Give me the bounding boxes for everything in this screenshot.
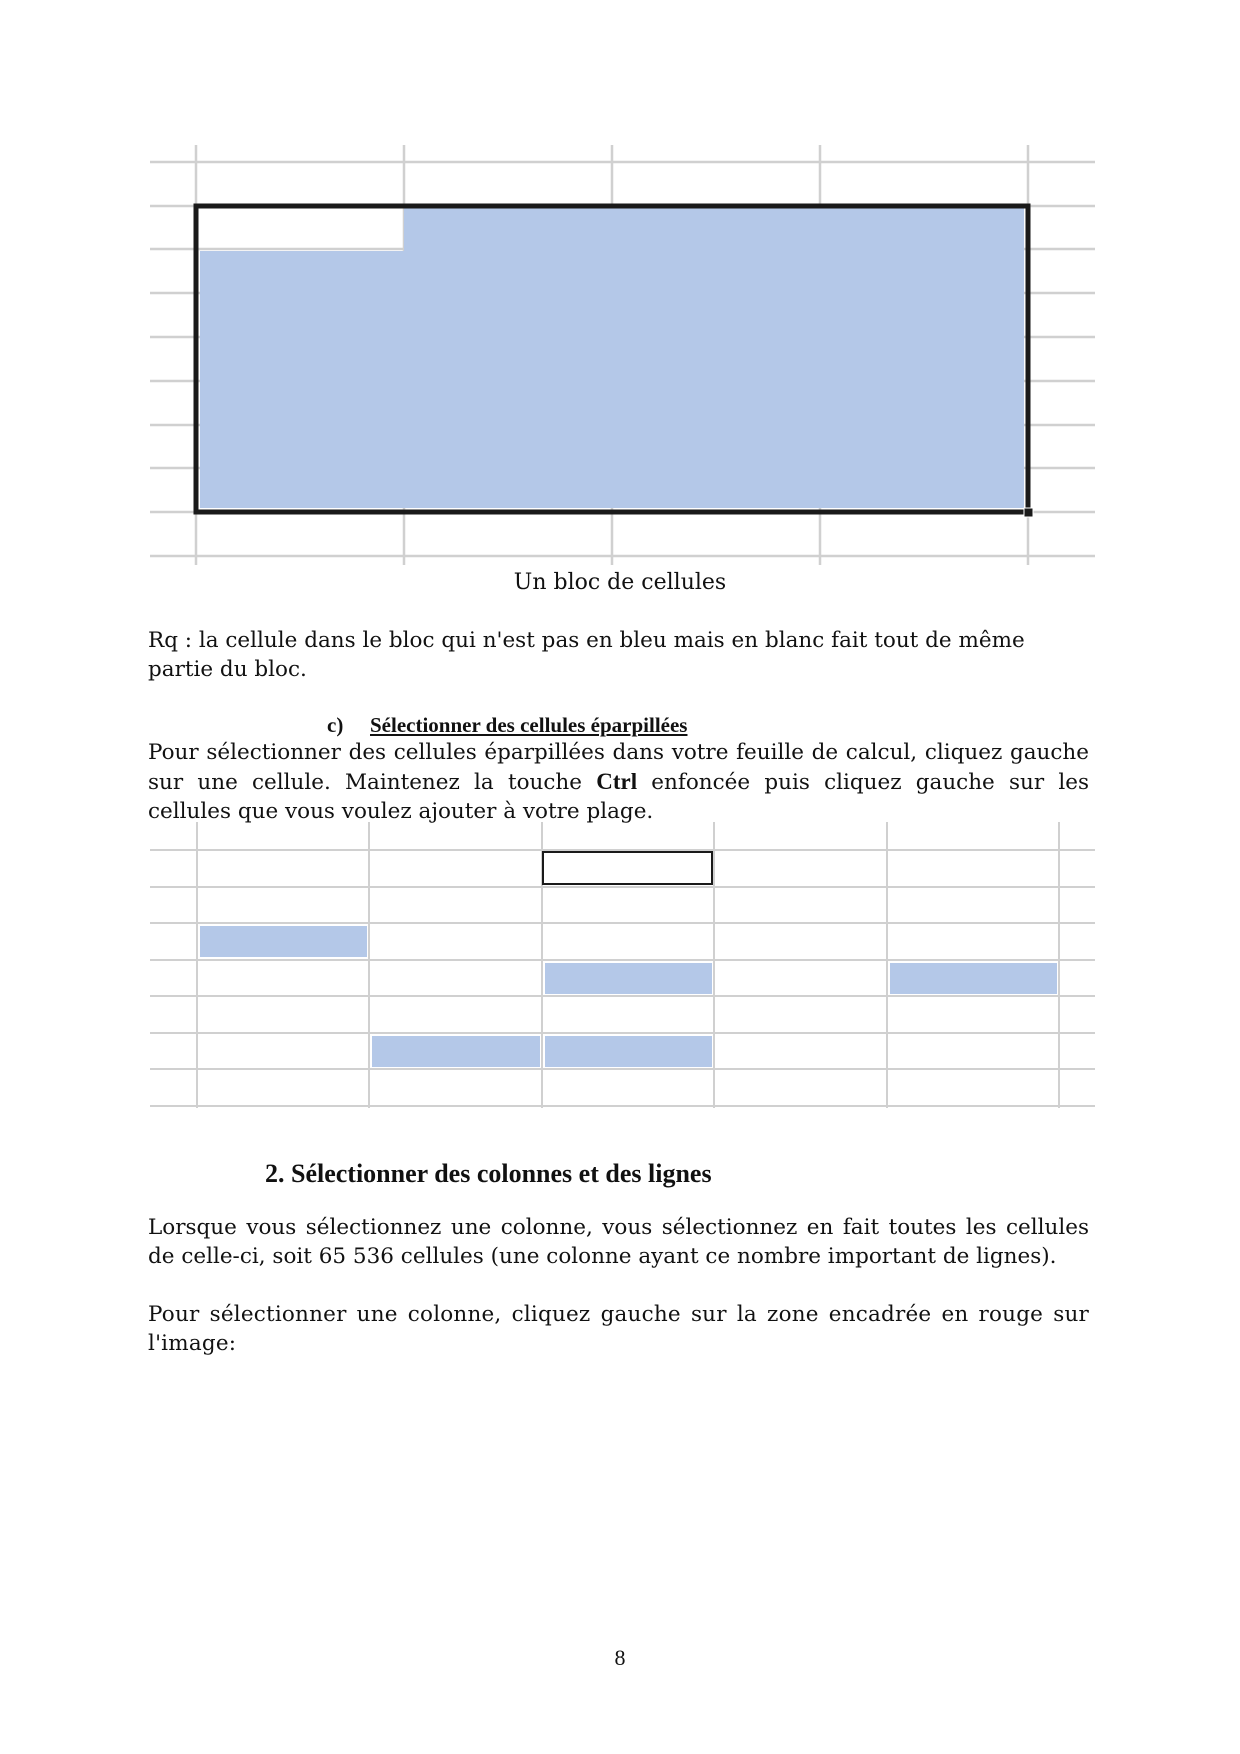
selected-cell xyxy=(890,963,1057,994)
fill-handle[interactable] xyxy=(1024,508,1033,517)
scattered-cells-paragraph xyxy=(148,738,1089,826)
page-number: 8 xyxy=(614,1645,626,1670)
paragraph-text-start: Pour sélectionner des cellules éparpillées dans votre feuille de calcul, cliquez gauche sur une cellule. Maintenez la touche xyxy=(148,740,1089,795)
selected-cell xyxy=(545,1036,712,1067)
subsection-title: Sélectionner des cellules éparpillées xyxy=(370,713,688,737)
subsection-heading xyxy=(327,713,687,738)
selected-cells-fill xyxy=(200,208,1024,508)
selected-cell xyxy=(545,963,712,994)
scattered-selection-figure xyxy=(150,822,1095,1108)
section-heading: 2. Sélectionner des colonnes et des lignes xyxy=(265,1159,712,1188)
figure-caption: Un bloc de cellules xyxy=(513,570,727,595)
selected-cell xyxy=(200,926,367,957)
active-cell[interactable] xyxy=(543,852,712,884)
block-selection-figure xyxy=(150,145,1095,565)
selected-cell xyxy=(372,1036,540,1067)
block-selection-svg xyxy=(150,145,1095,565)
scattered-selection-svg xyxy=(150,822,1095,1108)
columns-paragraph: Lorsque vous sélectionnez une colonne, vous sélectionnez en fait toutes les cellules de celle-ci, soit 65 536 cellules (une colonne ayant ce nombre important de lignes). xyxy=(148,1215,1089,1269)
subsection-number: c) xyxy=(327,713,344,737)
select-column-paragraph: Pour sélectionner une colonne, cliquez gauche sur la zone encadrée en rouge sur l'image: xyxy=(148,1302,1089,1356)
paragraph-text-end: enfoncée puis cliquez gauche sur les cellules que vous voulez ajouter à votre plage. xyxy=(148,770,1089,824)
ctrl-key-label: Ctrl xyxy=(596,769,638,794)
remark-paragraph: Rq : la cellule dans le bloc qui n'est pas en bleu mais en blanc fait tout de même partie du bloc. xyxy=(148,628,1025,682)
